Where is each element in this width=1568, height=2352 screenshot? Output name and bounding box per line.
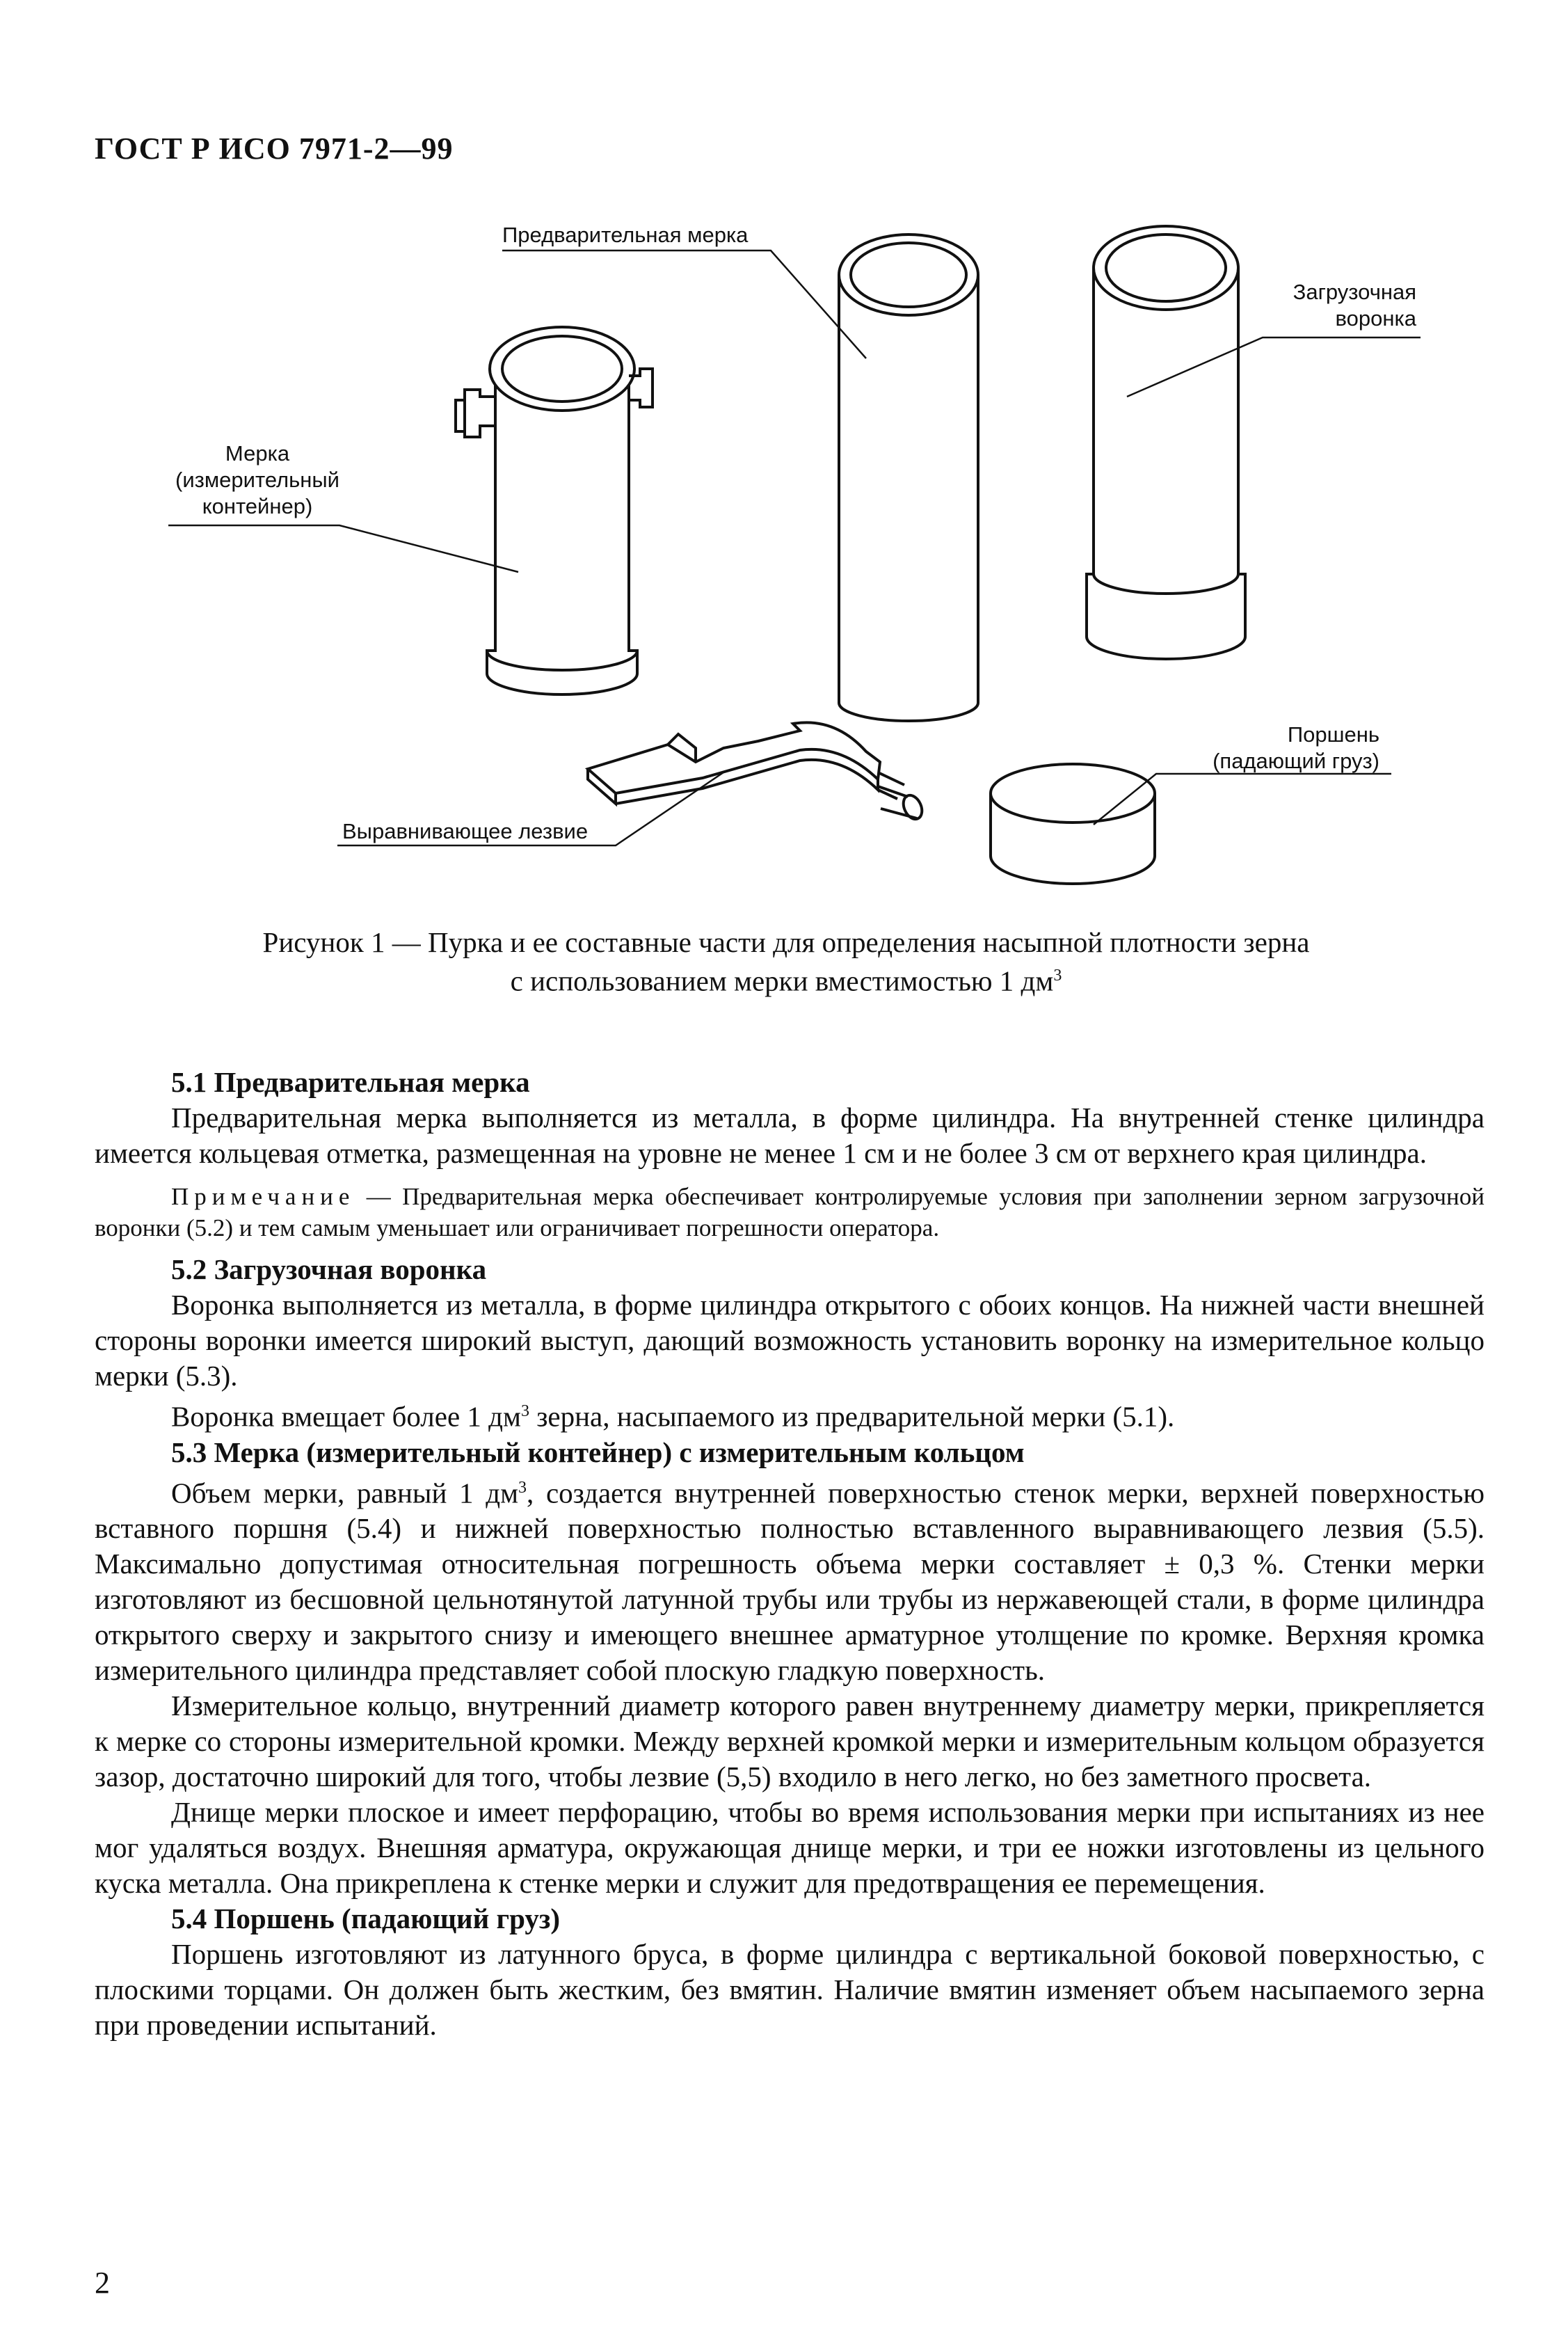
leveling-blade [588,722,925,822]
caption-line2-text: с использованием мерки вместимостью 1 дм [510,964,1054,997]
section-5-3-paragraph-1 [95,1470,1485,1689]
section-5-3-paragraph-2: Измерительное кольцо, внутренний диаметр которого равен внутреннему диаметру мерки, прикрепляется к мерке со стороны измерительной кромки. Между верхней кромкой мерки и измерительным кольцом образуется зазор, достаточно широкий для того, чтобы лезвие (5,5) входило в него легко, но без заметного просвета. [95,1690,1485,1793]
label-funnel-line1: Загрузочная [1293,280,1416,304]
section-5-1-note [95,1181,1485,1243]
caption-line1: Рисунок 1 — Пурка и ее составные части для определения насыпной плотности зерна [262,926,1310,958]
document-header: ГОСТ Р ИСО 7971-2—99 [95,132,454,166]
label-piston-line1: Поршень [1287,722,1379,747]
measure-container [456,327,653,694]
s52-p2-part2: зерна, насыпаемого из предварительной мерки (5.1). [529,1400,1175,1433]
section-5-1-heading: 5.1 Предварительная мерка [171,1066,530,1098]
s53-p1-part2: , создается внутренней поверхностью стенок мерки, верхней поверхностью вставного поршня (5.4) и нижней поверхностью полностью вставленного выравнивающего лезвия (5.5). Максимально допустимая относительная погрешность объема мерки составляет ± 0,3 %. Стенки мерки изготовляют из бесшовной цельнотянутой латунной трубы или трубы из нержавеющей стали, в форме цилиндра открытого сверху и закрытого снизу и имеющего внешнее арматурное утолщение по кромке. Верхняя кромка измерительного цилиндра представляет собой плоскую гладкую поверхность. [95,1477,1485,1687]
pre-measure-cylinder [839,235,978,721]
figure-1-diagram [0,0,1568,905]
figure-caption [139,925,1433,998]
section-5-2-paragraph-2 [95,1394,1485,1435]
section-5-2-paragraph-1: Воронка выполняется из металла, в форме цилиндра открытого с обоих концов. На нижней части внешней стороны воронки имеется широкий выступ, дающий возможность установить воронку на измерительное кольцо мерки (5.3). [95,1289,1485,1392]
s53-p1-part1: Объем мерки, равный 1 дм [171,1477,519,1509]
label-leveling-blade: Выравнивающее лезвие [342,819,589,843]
section-5-1-paragraph: Предварительная мерка выполняется из металла, в форме цилиндра. На внутренней стенке цилиндра имеется кольцевая отметка, размещенная на уровне не менее 1 см и не более 3 см от верхнего края цилиндра. [95,1102,1485,1169]
label-measure-line1: Мерка [225,441,290,466]
s53-p1-sup: 3 [518,1478,527,1497]
s52-p2-sup: 3 [520,1402,529,1420]
caption-superscript: 3 [1053,967,1062,985]
piston [991,764,1155,884]
section-5-3-paragraph-3: Днище мерки плоское и имеет перфорацию, чтобы во время использования мерки при испытаниях из нее мог удаляться воздух. Внешняя арматура, окружающая днище мерки, и три ее ножки изготовлены из цельного куска металла. Она прикреплена к стенке мерки и служит для предотвращения ее перемещения. [95,1796,1485,1900]
caption-line2 [139,959,1433,998]
section-5-2-heading: 5.2 Загрузочная воронка [171,1253,487,1285]
section-5-3-heading: 5.3 Мерка (измерительный контейнер) с измерительным кольцом [171,1436,1025,1468]
document-body [95,1065,1485,2043]
note-label: Примечание [171,1183,355,1210]
section-5-4-heading: 5.4 Поршень (падающий груз) [171,1902,561,1935]
s52-p2-part1: Воронка вмещает более 1 дм [171,1400,521,1433]
section-5-4-paragraph: Поршень изготовляют из латунного бруса, в форме цилиндра с вертикальной боковой поверхностью, с плоскими торцами. Он должен быть жестким, без вмятин. Наличие вмятин изменяет объем насыпаемого зерна при проведении испытаний. [95,1938,1485,2042]
label-funnel-line2: воронка [1335,306,1416,331]
loading-funnel-cylinder [1087,226,1245,659]
label-piston-line2: (падающий груз) [1213,749,1379,773]
label-measure-line2: (измерительный [175,468,339,492]
label-measure-line3: контейнер) [202,494,313,518]
note-text: — Предварительная мерка обеспечивает контролируемые условия при заполнении зерном загрузочной воронки (5.2) и тем самым уменьшает или ограничивает погрешности оператора. [95,1183,1485,1241]
label-pre-measure: Предварительная мерка [502,223,749,247]
page-number: 2 [95,2266,110,2300]
